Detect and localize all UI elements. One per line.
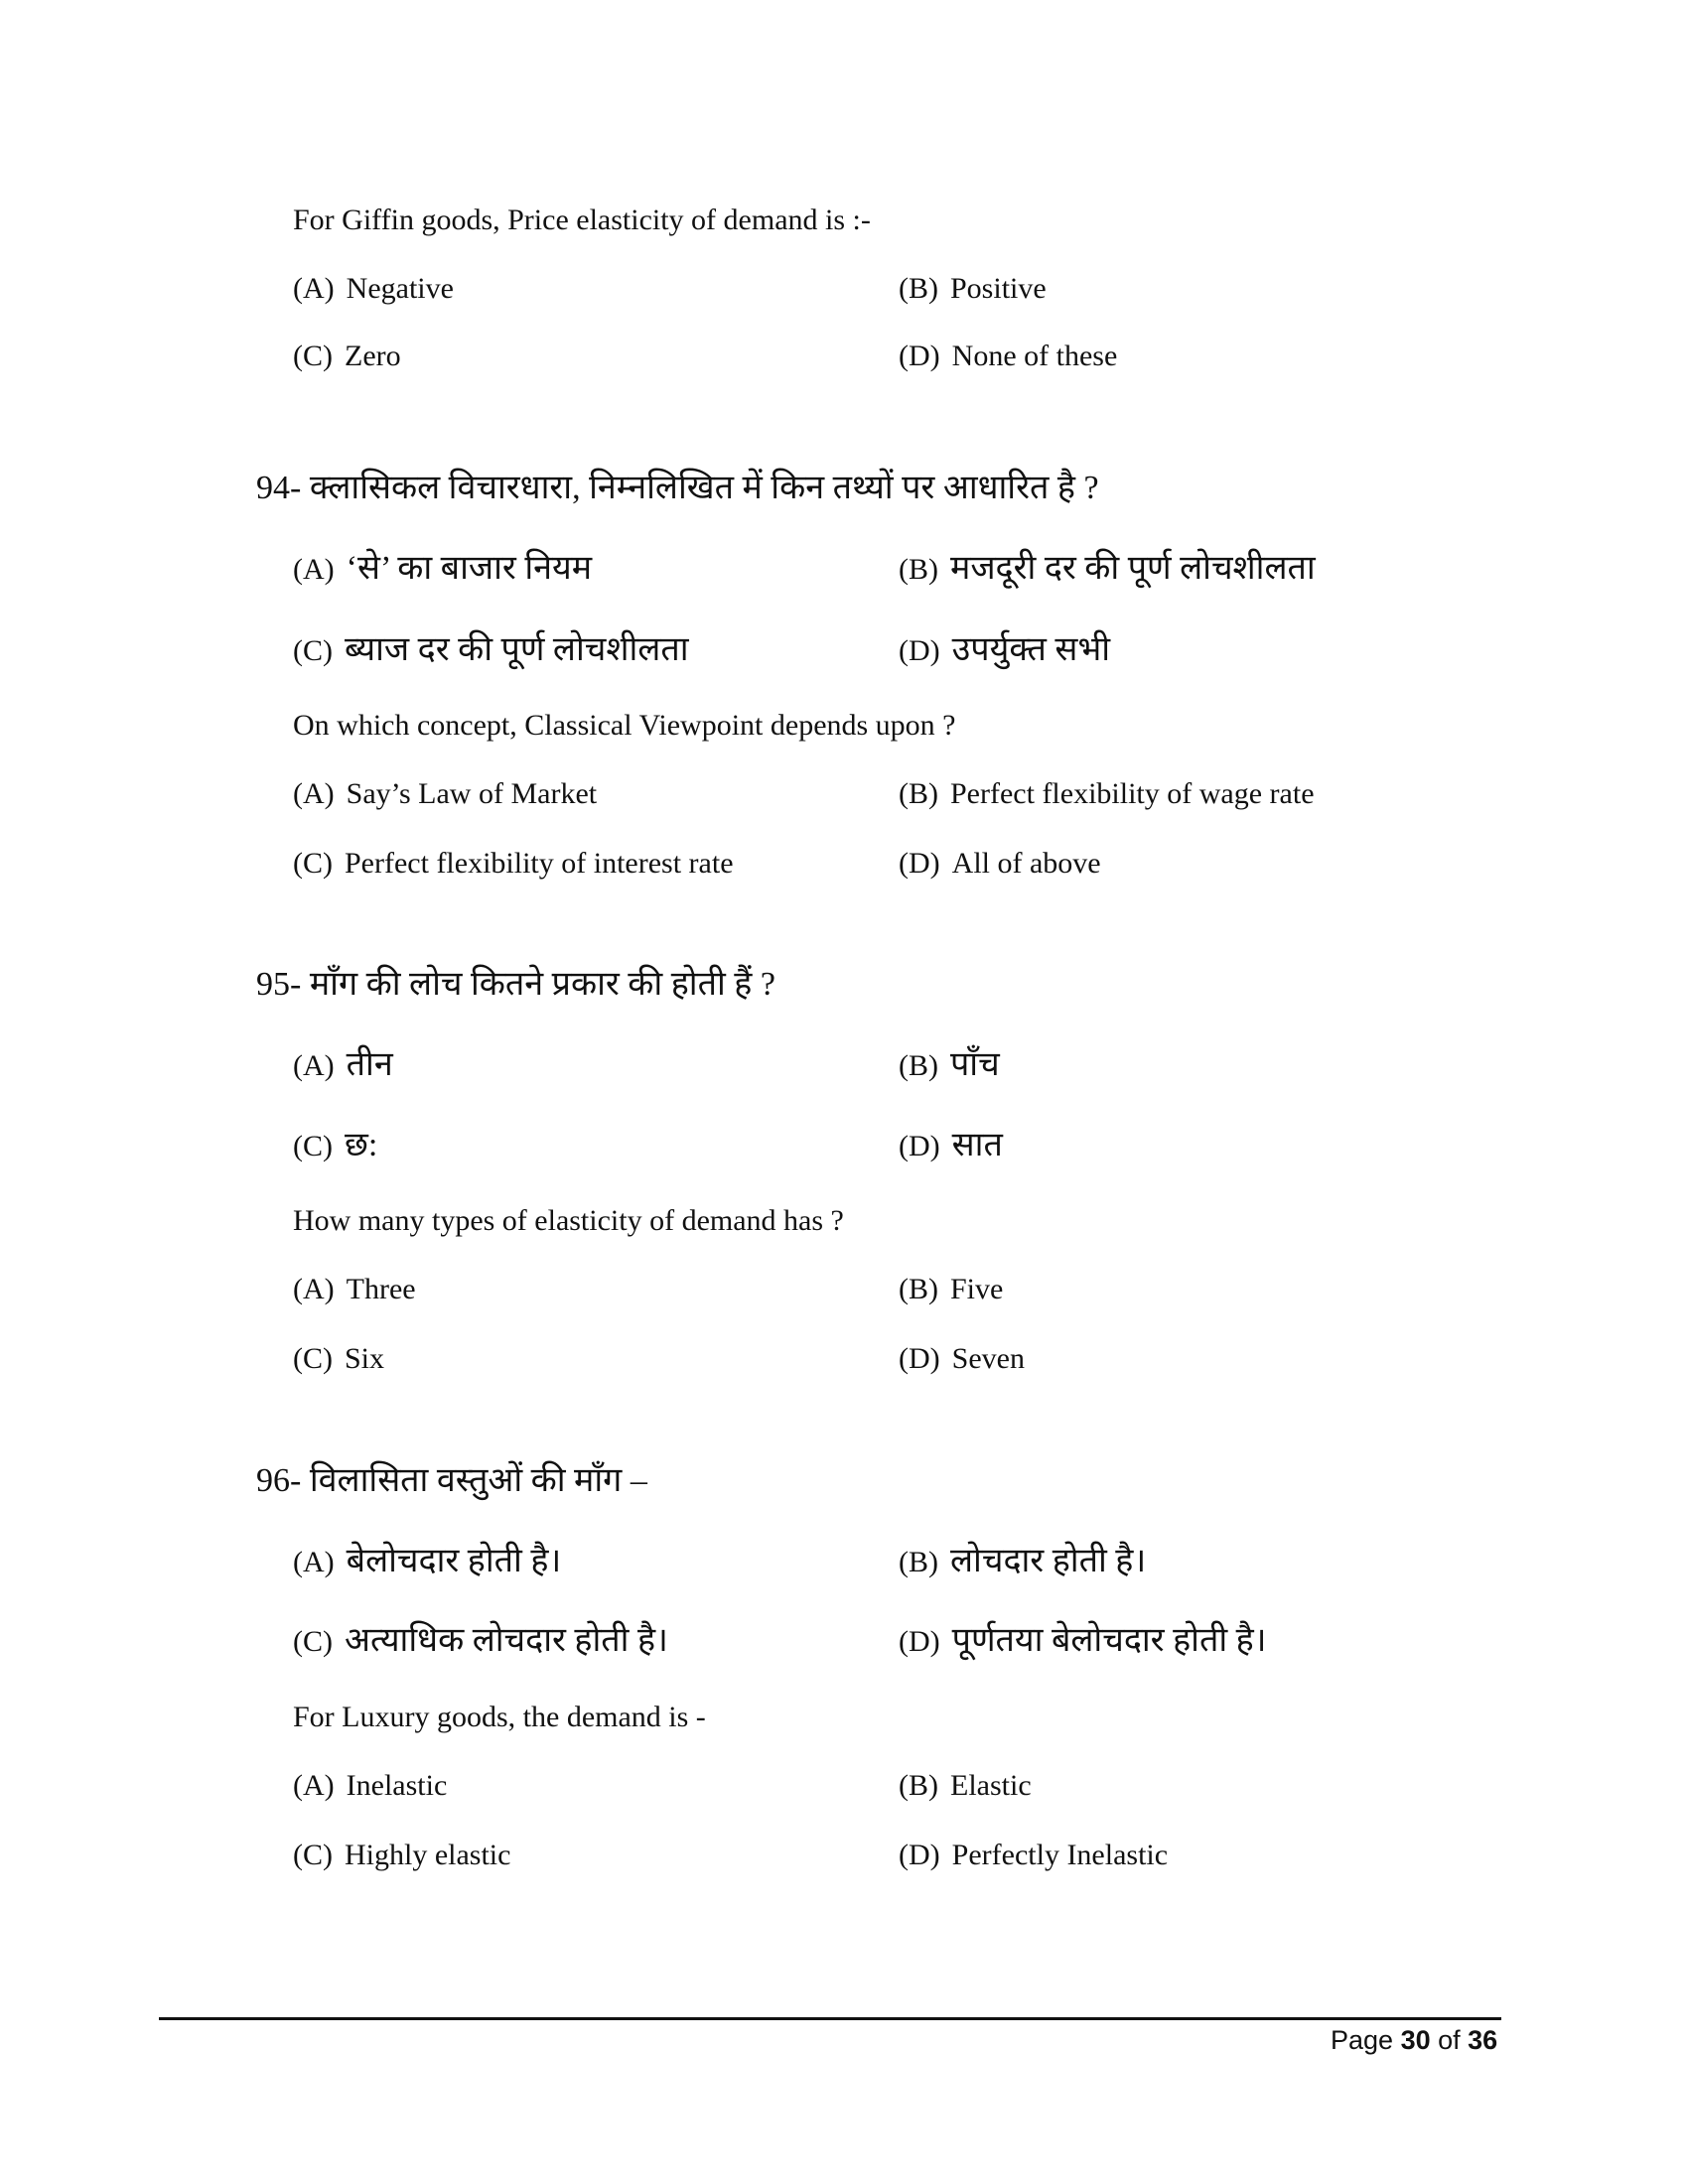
q94-hindi-option-c: (C) ब्याज दर की पूर्ण लोचशीलता (293, 631, 689, 668)
q96-hindi-option-c: (C) अत्याधिक लोचदार होती है। (293, 1622, 668, 1659)
question-95-hindi: 95- माँग की लोच कितने प्रकार की होती हैं ? (256, 966, 775, 1003)
q96-option-c: (C) Highly elastic (293, 1839, 511, 1871)
q96-hindi-option-b: (B) लोचदार होती है। (899, 1543, 1147, 1579)
q96-hindi-option-d: (D) पूर्णतया बेलोचदार होती है। (899, 1622, 1267, 1659)
footer-divider (159, 2017, 1501, 2020)
q95-hindi-option-d: (D) सात (899, 1127, 1003, 1163)
q93-option-d: (D) None of these (899, 340, 1118, 372)
q93-option-c: (C) Zero (293, 340, 401, 372)
q94-option-a: (A) Say’s Law of Market (293, 777, 598, 810)
q93-option-a: (A) Negative (293, 272, 454, 305)
question-96-hindi: 96- विलासिता वस्तुओं की माँग – (256, 1462, 647, 1499)
q95-option-d: (D) Seven (899, 1342, 1025, 1375)
q95-option-b: (B) Five (899, 1273, 1004, 1305)
q96-option-a: (A) Inelastic (293, 1769, 448, 1802)
question-93-english: For Giffin goods, Price elasticity of demand is :- (293, 204, 871, 236)
q95-hindi-option-c: (C) छ: (293, 1127, 378, 1163)
question-95-english: How many types of elasticity of demand has ? (293, 1204, 844, 1237)
q93-option-b: (B) Positive (899, 272, 1047, 305)
question-94-english: On which concept, Classical Viewpoint depends upon ? (293, 709, 956, 742)
page-number: Page 30 of 36 (1331, 2025, 1498, 2055)
q95-hindi-option-a: (A) तीन (293, 1046, 393, 1083)
question-94-hindi: 94- क्लासिकल विचारधारा, निम्नलिखित में किन तथ्यों पर आधारित है ? (256, 470, 1099, 506)
q94-hindi-option-a: (A) ‘से’ का बाजार नियम (293, 550, 593, 587)
q94-option-d: (D) All of above (899, 847, 1101, 880)
q95-hindi-option-b: (B) पाँच (899, 1046, 1000, 1083)
q94-option-b: (B) Perfect flexibility of wage rate (899, 777, 1315, 810)
q95-option-c: (C) Six (293, 1342, 385, 1375)
q96-hindi-option-a: (A) बेलोचदार होती है। (293, 1543, 562, 1579)
q94-hindi-option-b: (B) मजदूरी दर की पूर्ण लोचशीलता (899, 550, 1316, 587)
question-96-english: For Luxury goods, the demand is - (293, 1701, 706, 1733)
q94-option-c: (C) Perfect flexibility of interest rate (293, 847, 734, 880)
q96-option-d: (D) Perfectly Inelastic (899, 1839, 1169, 1871)
q96-option-b: (B) Elastic (899, 1769, 1032, 1802)
q94-hindi-option-d: (D) उपर्युक्त सभी (899, 631, 1111, 668)
q95-option-a: (A) Three (293, 1273, 416, 1305)
